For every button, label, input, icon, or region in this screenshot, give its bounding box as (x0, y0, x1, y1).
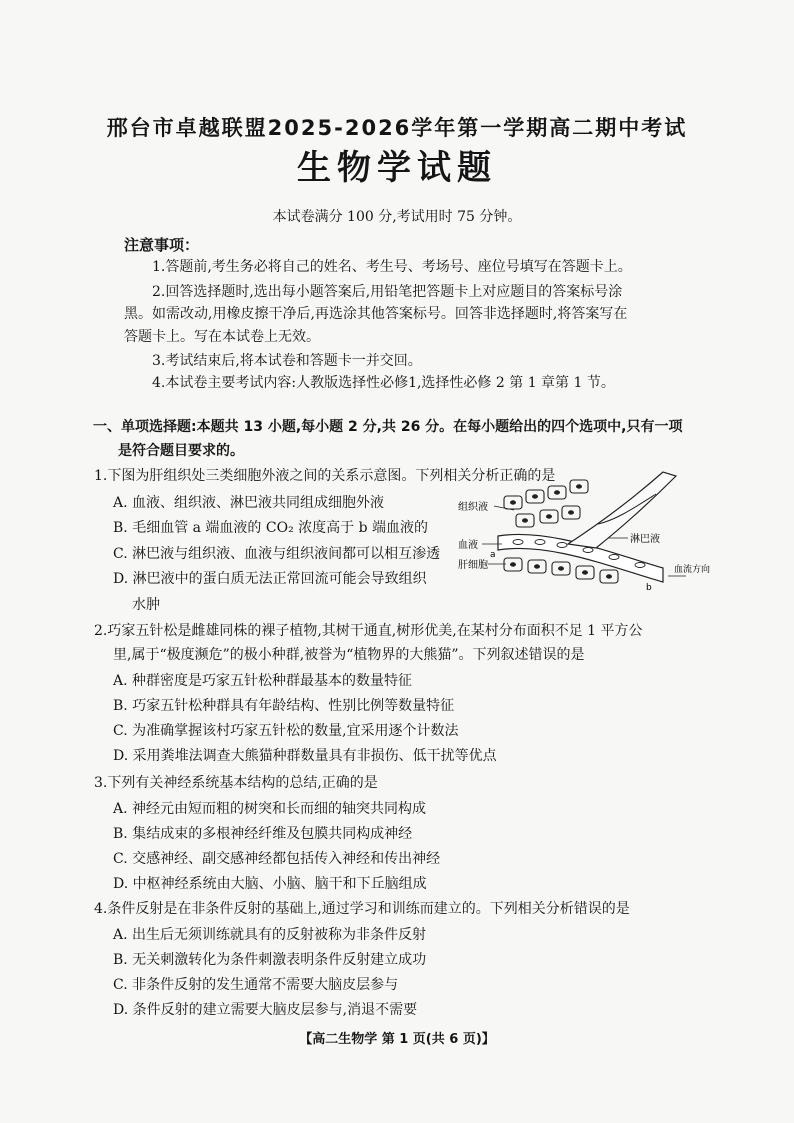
exam-title: 邢台市卓越联盟2025-2026学年第一学期高二期中考试 (106, 116, 688, 140)
page-footer: 【高二生物学 第 1 页(共 6 页)】 (299, 1032, 495, 1047)
q4-option-b: B. 无关刺激转化为条件刺激表明条件反射建立成功 (113, 952, 427, 968)
q4-stem: 4.条件反射是在非条件反射的基础上,通过学习和训练而建立的。下列相关分析错误的是 (94, 901, 630, 917)
q4-option-d: D. 条件反射的建立需要大脑皮层参与,消退不需要 (113, 1002, 418, 1018)
q4-option-c: C. 非条件反射的发生通常不需要大脑皮层参与 (113, 977, 399, 993)
section-heading-line-1: 一、单项选择题:本题共 13 小题,每小题 2 分,共 26 分。在每小题给出的四个选项中,只有一项 (93, 419, 683, 435)
q3-option-a: A. 神经元由短而粗的树突和长而细的轴突共同构成 (113, 801, 427, 817)
notice-line-1: 1.答题前,考生务必将自己的姓名、考生号、考场号、座位号填写在答题卡上。 (152, 259, 632, 275)
q1-option-d: D. 淋巴液中的蛋白质无法正常回流可能会导致组织 (113, 571, 427, 587)
q1-option-b: B. 毛细血管 a 端血液的 CO₂ 浓度高于 b 端血液的 (113, 520, 428, 536)
q3-stem: 3.下列有关神经系统基本结构的总结,正确的是 (94, 775, 378, 791)
q2-option-c: C. 为准确掌握该村巧家五针松的数量,宜采用逐个计数法 (113, 723, 459, 739)
notice-heading: 注意事项： (124, 236, 200, 254)
q2-stem-line-1: 2.巧家五针松是雌雄同株的裸子植物,其树干通直,树形优美,在某村分布面积不足 1 平方公 (94, 623, 643, 639)
q3-option-c: C. 交感神经、副交感神经都包括传入神经和传出神经 (113, 851, 441, 867)
q3-option-b: B. 集结成束的多根神经纤维及包膜共同构成神经 (113, 826, 413, 842)
fig-label-lymph: 淋巴液 (630, 534, 660, 545)
section-heading-line-2: 是符合题目要求的。 (118, 443, 244, 459)
q1-stem: 1.下图为肝组织处三类细胞外液之间的关系示意图。下列相关分析正确的是 (94, 468, 556, 484)
q1-option-c: C. 淋巴液与组织液、血液与组织液间都可以相互渗透 (113, 546, 441, 562)
notice-line-3: 黑。如需改动,用橡皮擦干净后,再选涂其他答案标号。回答非选择题时,将答案写在 (124, 306, 628, 322)
q4-option-a: A. 出生后无须训练就具有的反射被称为非条件反射 (113, 927, 427, 943)
liver-tissue-diagram (458, 466, 720, 592)
q2-option-b: B. 巧家五针松种群具有年龄结构、性别比例等数量特征 (113, 698, 455, 714)
q3-option-d: D. 中枢神经系统由大脑、小脑、脑干和下丘脑组成 (113, 876, 427, 892)
fig-label-a: a (490, 550, 496, 560)
fig-label-blood: 血液 (458, 540, 478, 551)
fig-label-b: b (646, 583, 652, 592)
subject-title: 生物学试题 (297, 148, 497, 188)
notice-line-5: 3.考试结束后,将本试卷和答题卡一并交回。 (152, 353, 422, 369)
notice-line-2: 2.回答选择题时,选出每小题答案后,用铅笔把答题卡上对应题目的答案标号涂 (152, 284, 623, 300)
fig-label-flow: 血流方向 (674, 565, 711, 575)
q2-option-a: A. 种群密度是巧家五针松种群最基本的数量特征 (113, 673, 413, 689)
fig-label-tissue-fluid: 组织液 (458, 502, 488, 513)
q1-option-d-cont: 水肿 (132, 597, 160, 613)
exam-info: 本试卷满分 100 分,考试用时 75 分钟。 (272, 209, 522, 225)
fig-label-liver-cell: 肝细胞 (458, 560, 488, 571)
q1-option-a: A. 血液、组织液、淋巴液共同组成细胞外液 (113, 495, 385, 511)
q2-stem-line-2: 里,属于“极度濒危”的极小种群,被誉为“植物界的大熊猫”。下列叙述错误的是 (113, 647, 585, 663)
notice-line-6: 4.本试卷主要考试内容:人教版选择性必修1,选择性必修 2 第 1 章第 1 节。 (152, 375, 615, 391)
q2-option-d: D. 采用粪堆法调查大熊猫种群数量具有非损伤、低干扰等优点 (113, 748, 497, 764)
notice-line-4: 答题卡上。写在本试卷上无效。 (124, 329, 320, 345)
